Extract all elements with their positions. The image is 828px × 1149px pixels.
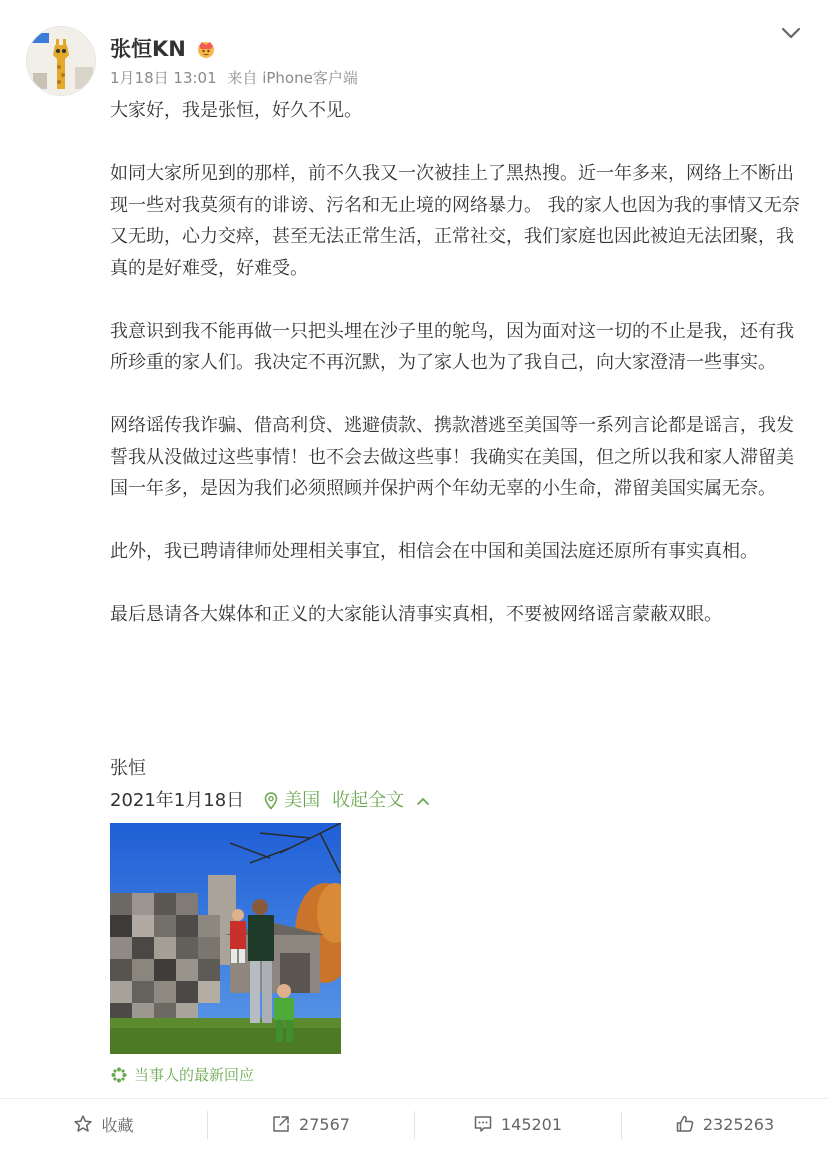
chevron-up-icon <box>416 796 430 806</box>
username[interactable]: 张恒KN <box>110 37 186 61</box>
post-meta <box>110 67 364 88</box>
repost-count: 27567 <box>299 1114 350 1134</box>
post-paragraph: 大家好，我是张恒，好久不见。 <box>110 100 362 121</box>
username-row <box>110 33 218 63</box>
signature-date: 2021年1月18日 <box>110 790 245 811</box>
action-toolbar <box>0 1098 828 1149</box>
post-paragraph: 此外，我已聘请律师处理相关事宜，相信会在中国和美国法庭还原所有事实真相。 <box>110 541 758 562</box>
location-label: 美国 <box>284 790 321 811</box>
post-content <box>110 95 800 631</box>
event-tag-label: 当事人的最新回应 <box>134 1066 255 1084</box>
star-icon <box>73 1114 93 1134</box>
post-paragraph: 最后恳请各大媒体和正义的大家能认清事实真相，不要被网络谣言蒙蔽双眼。 <box>110 604 722 625</box>
share-icon <box>271 1114 291 1134</box>
like-button[interactable] <box>621 1099 828 1149</box>
comment-count: 145201 <box>500 1114 563 1134</box>
vip-crown-icon[interactable] <box>194 38 218 58</box>
repost-button[interactable] <box>207 1099 414 1149</box>
favorite-button[interactable] <box>0 1099 207 1149</box>
post-time[interactable]: 1月18日 13:01 <box>110 69 217 87</box>
location-link[interactable] <box>264 785 320 816</box>
post-photo[interactable] <box>110 823 341 1054</box>
signature: 张恒 <box>110 758 146 779</box>
post-paragraph: 网络谣传我诈骗、借高利贷、逃避债款、携款潜逃至美国等一系列言论都是谣言，我发誓我从没做过这些事情！也不会去做这些事！我确实在美国，但之所以我和家人滞留美国一年多，是因为我们必须照顾并保护两个年幼无辜的小生命，滞留美国实属无奈。 <box>110 415 794 499</box>
collapse-label: 收起全文 <box>332 790 405 811</box>
post-paragraph: 如同大家所见到的那样，前不久我又一次被挂上了黑热搜。近一年多来，网络上不断出现一些对我莫须有的诽谤、污名和无止境的网络暴力。 我的家人也因为我的事情又无奈又无助，心力交瘁，甚至无法正常生活，正常社交，我们家庭也因此被迫无法团聚，我真的是好难受，好难受。 <box>110 163 800 279</box>
signature-line <box>110 785 430 816</box>
favorite-label: 收藏 <box>101 1115 134 1135</box>
family-photo-image <box>110 823 341 1054</box>
chevron-down-icon <box>780 24 802 42</box>
event-flower-icon <box>110 1066 128 1084</box>
event-tag-link[interactable] <box>110 1064 254 1085</box>
collapse-button[interactable] <box>332 785 430 816</box>
location-pin-icon <box>264 792 278 810</box>
comment-icon <box>473 1114 493 1134</box>
post-source: 来自 iPhone客户端 <box>227 69 358 87</box>
more-options-button[interactable] <box>780 24 802 42</box>
post-paragraph: 我意识到我不能再做一只把头埋在沙子里的鸵鸟，因为面对这一切的不止是我，还有我所珍重的家人们。我决定不再沉默，为了家人也为了我自己，向大家澄清一些事实。 <box>110 320 794 373</box>
like-count: 2325263 <box>702 1114 775 1134</box>
giraffe-avatar-icon <box>27 27 96 96</box>
comment-button[interactable] <box>414 1099 621 1149</box>
thumbs-up-icon <box>675 1114 695 1134</box>
avatar[interactable] <box>26 26 96 96</box>
